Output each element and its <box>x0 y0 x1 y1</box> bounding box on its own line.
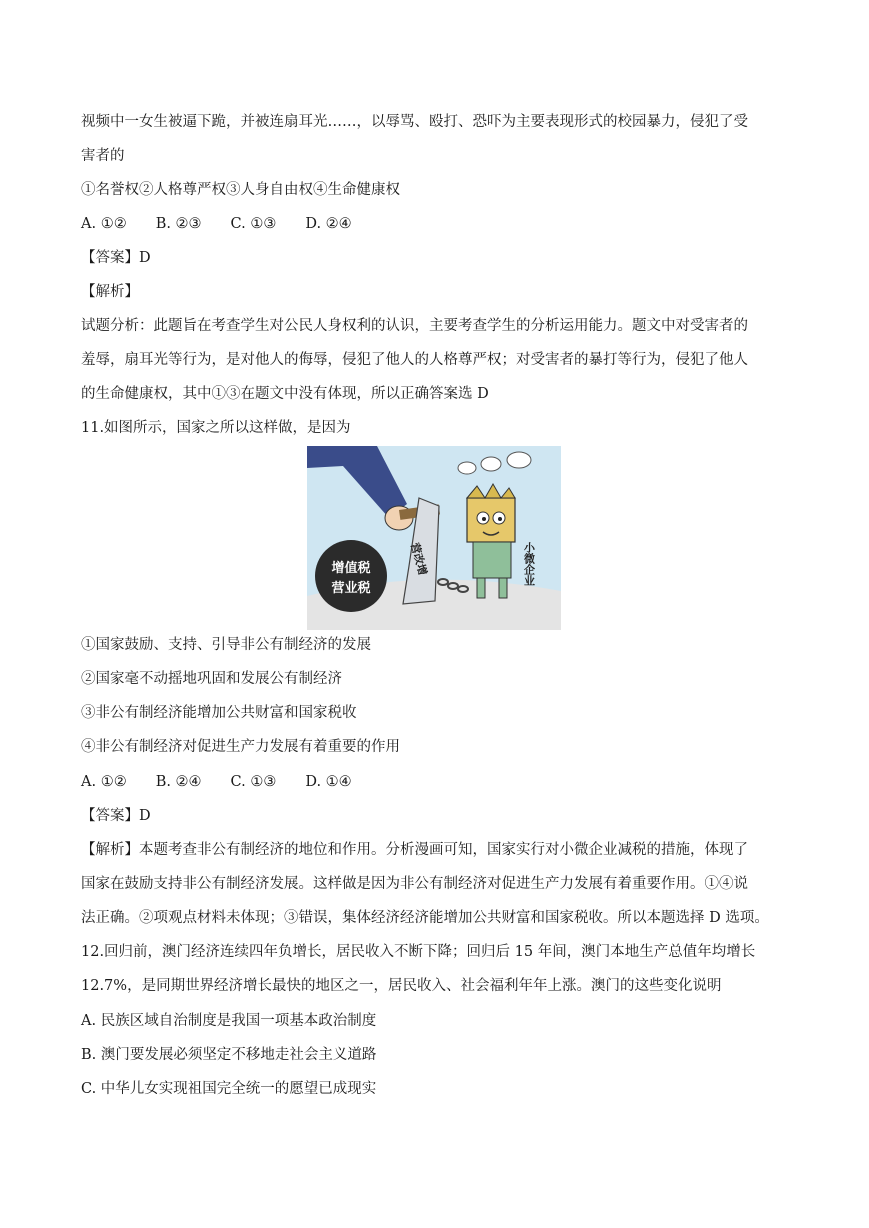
q11-options: A. ①② B. ②④ C. ①③ D. ①④ <box>81 774 352 790</box>
q12-option-c: C. 中华儿女实现祖国完全统一的愿望已成现实 <box>81 1081 377 1097</box>
q11-analysis-line-3: 法正确。②项观点材料未体现；③错误，集体经济经济能增加公共财富和国家税收。所以本题选择 D 选项。 <box>81 910 769 926</box>
q12-option-a: A. 民族区域自治制度是我国一项基本政治制度 <box>81 1013 377 1029</box>
q10-items: ①名誉权②人格尊严权③人身自由权④生命健康权 <box>81 182 400 198</box>
company-body <box>473 542 511 578</box>
tax-reform-cartoon <box>307 446 561 630</box>
tax-ball <box>315 540 387 612</box>
q10-options: A. ①② B. ②③ C. ①③ D. ②④ <box>81 216 352 232</box>
q11-analysis-line-1: 【解析】本题考查非公有制经济的地位和作用。分析漫画可知，国家实行对小微企业减税的措施，体现了 <box>81 842 748 858</box>
q11-stem: 11.如图所示，国家之所以这样做，是因为 <box>81 420 351 436</box>
q11-item-2: ②国家毫不动摇地巩固和发展公有制经济 <box>81 671 342 687</box>
q12-stem-line-2: 12.7%，是同期世界经济增长最快的地区之一，居民收入、社会福利年年上涨。澳门的这些变化说明 <box>81 978 722 994</box>
q11-item-1: ①国家鼓励、支持、引导非公有制经济的发展 <box>81 637 371 653</box>
cartoon-illustration <box>307 446 561 630</box>
ball-text-business-tax: 营业税 <box>331 581 371 596</box>
q10-answer: 【答案】D <box>81 250 151 266</box>
q11-analysis-line-2: 国家在鼓励支持非公有制经济发展。这样做是因为非公有制经济对促进生产力发展有着重要作用。①④说 <box>81 876 748 892</box>
q12-stem-line-1: 12.回归前，澳门经济连续四年负增长，居民收入不断下降；回归后 15 年间，澳门本地生产总值年均增长 <box>81 944 756 960</box>
q12-option-b: B. 澳门要发展必须坚定不移地走社会主义道路 <box>81 1047 377 1063</box>
q11-item-4: ④非公有制经济对促进生产力发展有着重要的作用 <box>81 739 400 755</box>
q10-analysis-line-2: 羞辱，扇耳光等行为，是对他人的侮辱，侵犯了他人的人格尊严权；对受害者的暴打等行为，侵犯了他人 <box>81 352 748 368</box>
q11-item-3: ③非公有制经济能增加公共财富和国家税收 <box>81 705 357 721</box>
q10-analysis-title: 【解析】 <box>81 284 139 300</box>
axe-text: 营改增 <box>408 541 430 577</box>
q10-stem-line-1: 视频中一女生被逼下跪，并被连扇耳光……，以辱骂、殴打、恐吓为主要表现形式的校园暴力，侵犯了受 <box>81 114 748 130</box>
company-label: 小微企业 <box>522 542 536 586</box>
q10-analysis-line-1: 试题分析：此题旨在考查学生对公民人身权利的认识，主要考查学生的分析运用能力。题文中对受害者的 <box>81 318 748 334</box>
q10-stem-line-2: 害者的 <box>81 148 125 164</box>
q10-analysis-line-3: 的生命健康权，其中①③在题文中没有体现，所以正确答案选 D <box>81 386 489 402</box>
ball-text-vat: 增值税 <box>331 561 371 576</box>
q11-answer: 【答案】D <box>81 808 151 824</box>
